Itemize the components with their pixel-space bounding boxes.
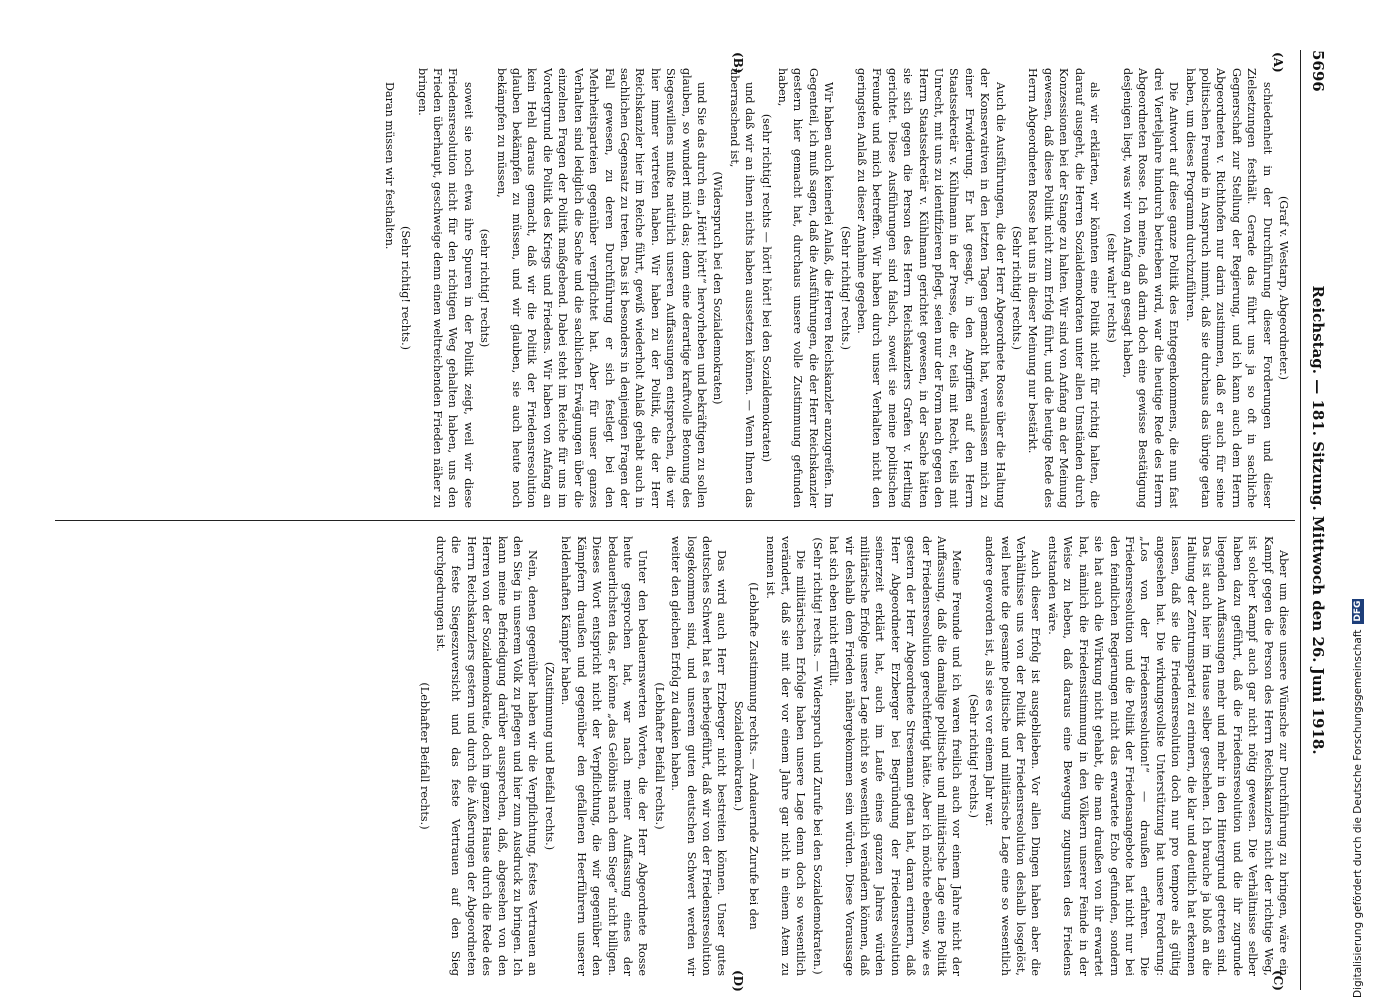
dfg-logo-icon: DFG xyxy=(1353,600,1363,622)
paragraph: Aber um diese unsere Wünsche zur Durchführung zu bringen, wäre ein Kampf gegen die Person des Herrn Reichskanzlers nicht der richtige Weg, ist solcher Kampf auch gar nicht nötig gewesen. Die Verhältnisse selber haben dazu geführt, daß die Friedensresolution und die ihr zugrunde liegenden Auffassungen mehr und mehr in den Hintergrund getreten sind. Das ist auch hier im Hause selber geschehen. Ich brauche ja bloß an die Haltung der Zentrumspartei zu erinnern, die klar und deutlich hat erkennen lassen, daß sie die Friedensresolution doch nur pro tempore als gültig angesehen hat. Die wirkungsvollste Unterstützung hat unsere Forderung: „Los von der Friedensresolution!“ — draußen erfahren. Die Friedensresolution und die Politik der Friedensangebote hat nicht nur bei den feindlichen Regierungen nicht das erwartete Echo gefunden, sondern sie hat auch die Wirkung nicht gehabt, die man draußen von ihr erwartet hat, nämlich die Friedensstimmung in den Völkern unserer Feinde in der Weise zu heben, daß daraus eine Bewegung zugunsten des Friedens entstanden wäre. xyxy=(1045,536,1290,976)
paragraph: (Lebhafter Beifall rechts.) xyxy=(417,682,431,830)
credit-text: Digitalisierung gefördert durch die Deutsche Forschungsgemeinschaft xyxy=(1352,629,1364,998)
paragraph: (Lebhafte Zustimmung rechts. — Andauernde Zurufe bei den Sozialdemokraten.) xyxy=(731,582,761,930)
paragraph: schiedenheit in der Durchführung dieser Forderungen und dieser Zielsetzungen festhält. Gerade das führt uns ja so oft in sachliche Gegnerschaft zur Stellung der Regierung, und ich kann auch dem Herrn Abgeordneten v. Richthofen nur darin zustimmen, daß er auch für seine politischen Freunde in Anspruch nimmt, daß sie durchaus das übrige getan haben, um dieses Programm durchzuführen. xyxy=(1183,68,1274,508)
page-header xyxy=(1300,50,1335,990)
paragraph: und daß wir an ihnen nichts haben aussetzen können. — Wenn Ihnen das überraschend ist, xyxy=(727,68,757,508)
margin-marker-c: (C) xyxy=(1271,970,1285,991)
paragraph: (sehr wahr! rechts) xyxy=(1104,233,1118,343)
paragraph: (Sehr richtig! rechts.) xyxy=(966,693,980,819)
paragraph: (Sehr richtig! rechts.) xyxy=(838,225,852,351)
paragraph: (Sehr richtig! rechts.) xyxy=(399,225,413,351)
paragraph: Auch die Ausführungen, die der Herr Abgeordnete Rosse über die Haltung der Konservativen in den letzten Tagen gemacht hat, veranlassen mich zu einer Erwiderung. Er hat gesagt, in den Angriffen auf den Herrn Staatssekretär v. Kühlmann in der Presse, die er, teils mit Recht, teils mit Unrecht, mit uns zu identifizieren pflegt, seien nur der Form nach gegen den Herrn Staatssekretär v. Kühlmann gerichtet gewesen, in der Sache hätten sie sich gegen die Person des Herrn Reichskanzlers Grafen v. Hertling gerichtet. Diese Ausführungen sind falsch, soweit sie meine politischen Freunde und mich betreffen. Wir haben durch unser Verhalten nicht den geringsten Anlaß zu dieser Annahme gegeben. xyxy=(855,68,1007,508)
paragraph: (sehr richtig! rechts — hört! hört! bei den Sozialdemokraten) xyxy=(759,113,773,463)
paragraph: soweit sie noch etwa ihre Spuren in der Politik zeigt, weil wir diese Friedensresolution nicht für den richtigen Weg gehalten haben, uns den Frieden überhaupt, geschweige denn einen weltreichenden Frieden näher zu bringen. xyxy=(415,68,475,508)
margin-marker-b: (B) xyxy=(731,52,745,74)
page-number: 5696 xyxy=(1309,50,1327,92)
left-column xyxy=(61,68,1291,508)
paragraph: Meine Freunde und ich waren freilich auch vor einem Jahre nicht der Auffassung, daß die damalige politische und militärische Lage eine Politik der Friedensresolution gerechtfertigt hätte. Aber ich möchte ebenso, wie es gestern der Herr Abgeordnete Stresemann getan hat, daran erinnern, daß Herr Abgeordneter Erzberger bei Begründung der Friedensresolution seinerzeit erklärt hat, auch im Laufe eines ganzen Jahres würden militärische Erfolge unsere Lage nicht so wesentlich verändern können, daß wir deshalb dem Frieden nähergekommen sein würden. Diese Voraussage hat sich eben nicht erfüllt. xyxy=(827,536,964,976)
paragraph: Das wird auch Herr Erzberger nicht bestreiten können. Unser gutes deutsches Schwert hat es herbeigeführt, daß wir von der Friedensresolution losgekommen sind, und unserem guten deutschen Schwert werden wir weiter den gleichen Erfolg zu danken haben. xyxy=(669,536,729,976)
paragraph: Nein, denen gegenüber haben wir die Verpflichtung, festes Vertrauen an den Sieg in unserem Volk zu pflegen und hier zum Ausdruck zu bringen. Ich kann meine Befriedigung darüber aussprechen, daß, abgesehen von den Herren von der Sozialdemokratie, doch im ganzen Hause durch die Rede des Herrn Reichskanzlers gestern und durch die Äußerungen der Abgeordneten die feste Siegeszuversicht und das feste Vertrauen auf den Sieg durchgedrungen ist. xyxy=(434,536,540,976)
paragraph: Daran müssen wir festhalten. xyxy=(382,82,396,250)
column-divider xyxy=(55,520,1295,521)
paragraph: und Sie das durch ein „Hört! hört!“ hervorheben und bekräftigen zu sollen glauben, so wundert mich das; denn eine derartige kraftvolle Betonung des Siegeswillens mußte natürlich unseren Auffassungen entsprechen, die wir hier immer vertreten haben. Wir haben zu der Politik, die der Herr Reichskanzler hier im Reiche führt, gewiß wiederholt Anlaß gehabt auch in sachlichen Gegensatz zu treten. Das ist besonders in denjenigen Fragen der Fall gewesen, zu deren Durchführung er sich festlegt bei den Mehrheitsparteien gegenüber verpflichtet hat. Aber für unser ganzes Verhalten sind lediglich die Sache und die sachlichen Erwägungen über die einzelnen Fragen der Politik maßgebend. Dabei steht im Reiche für uns im Vordergrund die Politik des Kriegs und Friedens. Wir haben von Anfang an kein Hehl daraus gemacht, daß wir die Politik der Friedensresolution glauben bekämpfen zu müssen, und wir glauben, sie auch heute noch bekämpfen zu müssen, xyxy=(494,68,708,508)
margin-marker-a: (A) xyxy=(1271,52,1285,73)
paragraph: (Sehr richtig! rechts.) xyxy=(1010,225,1024,351)
right-column xyxy=(61,536,1291,976)
paragraph: (Graf v. Westarp, Abgeordneter.) xyxy=(1277,195,1290,381)
paragraph: Unter den bedauernswerten Worten, die der Herr Abgeordnete Rosse heute gesprochen hat, war nach meiner Auffassung eines der bedauerlichsten das, er könne „das Gelöbnis nach dem Siege“ nicht billigen. Dieses Wort entspricht nicht der Verpflichtung, die wir gegenüber den Kämpfern draußen und gegenüber den gefallenen Heerführern unserer heldenhaften Kämpfer haben. xyxy=(559,536,650,976)
paragraph: (Zustimmung und Beifall rechts.) xyxy=(542,661,556,851)
margin-marker-d: (D) xyxy=(731,970,745,992)
paragraph: (Sehr richtig! rechts. — Widerspruch und Zurufe bei den Sozialdemokraten.) xyxy=(810,537,824,975)
paragraph: (sehr richtig! rechts) xyxy=(478,228,492,348)
paragraph: Auch dieser Erfolg ist ausgeblieben. Vor allen Dingen haben aber die Verhältnisse uns von der Politik der Friedensresolution deshalb losgelöst, weil heute die gesamte politische und militärische Lage eine so wesentlich andere geworden ist, als sie es vor einem Jahr war. xyxy=(983,536,1043,976)
paragraph: (Lebhafter Beifall rechts.) xyxy=(652,682,666,830)
paragraph: (Widerspruch bei den Sozialdemokraten) xyxy=(711,171,725,405)
running-title: Reichstag. — 181. Sitzung. Mittwoch den 26. Juni 1918. xyxy=(1309,285,1327,755)
paragraph: Die Antwort auf diese ganze Politik des Entgegenkommens, die nun fast drei Vierteljahre hindurch betrieben wird, war die heutige Rede des Herrn Abgeordneten Rosse. Ich meine, daß darin doch eine gewisse Bestätigung desjenigen liegt, was wir von Anfang an gesagt haben, xyxy=(1120,68,1181,508)
paragraph: Wir haben auch keinerlei Anlaß, die Herren Reichskanzler anzugreifen. Im Gegenteil, ich muß sagen, daß die Ausführungen, die der Herr Reichskanzler gestern hier gemacht hat, durchaus unsere volle Zustimmung gefunden haben, xyxy=(776,68,836,508)
digitization-credit xyxy=(1352,599,1364,998)
paragraph: Die militärischen Erfolge haben unsere Lage denn doch so wesentlich verändert, daß sie mit der vor einem Jahre gar nicht in einem Atem zu nennen ist. xyxy=(763,536,808,976)
paragraph: als wir erklärten, wir könnten eine Politik nicht für richtig halten, die darauf ausgeht, die Herren Sozialdemokraten unter allen Umständen durch Konzessionen bei der Stange zu halten. Wir sind von Anfang an der Meinung gewesen, daß diese Politik nicht zum Erfolg führt, und die heutige Rede des Herrn Abgeordneten Rosse hat uns in dieser Meinung nur bestärkt. xyxy=(1026,68,1102,508)
rotated-page xyxy=(35,50,1335,990)
